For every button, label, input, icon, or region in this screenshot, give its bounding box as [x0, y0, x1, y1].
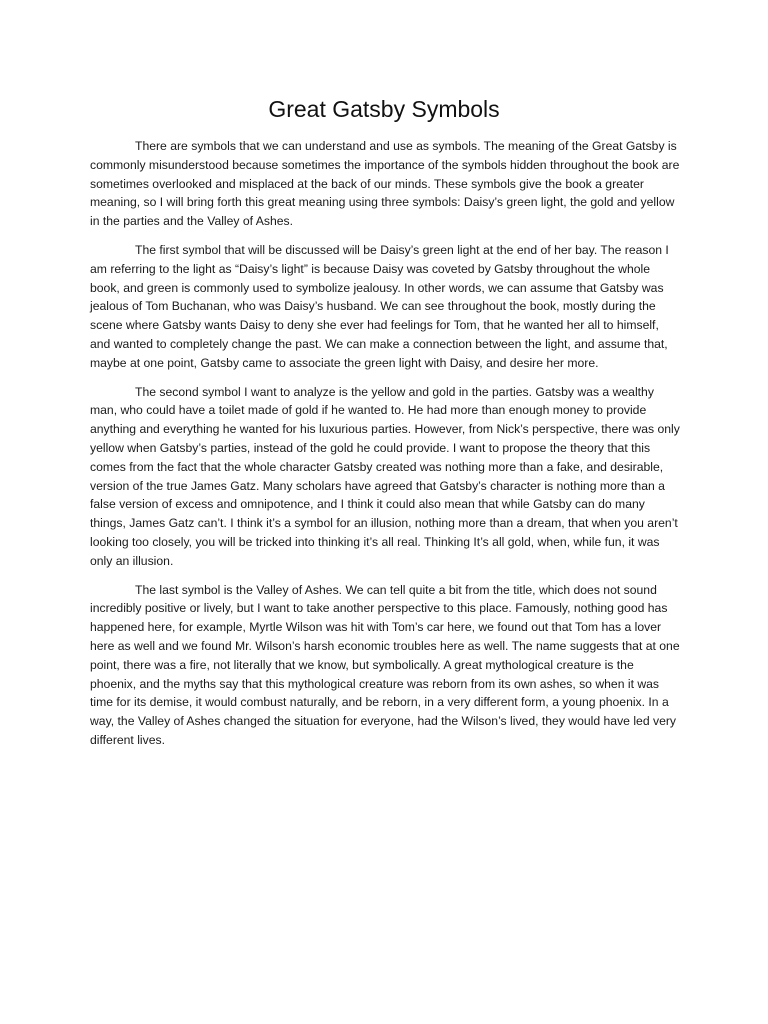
document-title: Great Gatsby Symbols	[268, 96, 500, 122]
paragraph-yellow-gold: The second symbol I want to analyze is the yellow and gold in the parties. Gatsby was a wealthy man, who could have a toilet made of gold if he wanted to. He had more than enough money to provide anything and everything he wanted for his luxurious parties. However, from Nick’s perspective, there was only yellow when Gatsby’s parties, instead of the gold he could provide. I want to propose the theory that this comes from the fact that the whole character Gatsby created was nothing more than a fake, and desirable, version of the true James Gatz. Many scholars have agreed that Gatsby’s character is nothing more than a false version of excess and omnipotence, and I think it could also mean that while Gatsby can do many things, James Gatz can’t. I think it’s a symbol for an illusion, nothing more than a dream, that when you aren’t looking too closely, you will be tricked into thinking it’s all real. Thinking It’s all gold, when, while fun, it was only an illusion.	[90, 384, 680, 568]
document-body	[90, 137, 680, 760]
paragraph-green-light: The first symbol that will be discussed will be Daisy’s green light at the end of her bay. The reason I am referring to the light as “Daisy’s light” is because Daisy was coveted by Gatsby throughout the whole book, and green is commonly used to symbolize jealousy. In other words, we can assume that Gatsby was jealous of Tom Buchanan, who was Daisy’s husband. We can see throughout the book, mostly during the scene where Gatsby wants Daisy to deny she ever had feelings for Tom, that he wanted her all to himself, and wanted to completely change the past. We can make a connection between the light, and assume that, maybe at one point, Gatsby came to associate the green light with Daisy, and desire her more.	[90, 242, 669, 370]
paragraph-intro: There are symbols that we can understand and use as symbols. The meaning of the Great Gatsby is commonly misunderstood because sometimes the importance of the symbols hidden throughout the book are sometimes overlooked and misplaced at the back of our minds. These symbols give the book a greater meaning, so I will bring forth this great meaning using three symbols: Daisy’s green light, the gold and yellow in the parties and the Valley of Ashes.	[90, 139, 680, 229]
paragraph-valley-of-ashes: The last symbol is the Valley of Ashes. We can tell quite a bit from the title, which does not sound incredibly positive or lively, but I want to take another perspective to this place. Famously, nothing good has happened here, for example, Myrtle Wilson was hit with Tom’s car here, we found out that Tom has a lover here as well and we found Mr. Wilson’s harsh economic troubles here as well. The name suggests that at one point, there was a fire, not literally that we know, but symbolically. A great mythological creature is the phoenix, and the myths say that this mythological creature was reborn from its own ashes, so when it was time for its demise, it would combust naturally, and be reborn, in a very different form, a young phoenix. In a way, the Valley of Ashes changed the situation for everyone, had the Wilson’s lived, they would have led very different lives.	[90, 582, 680, 747]
